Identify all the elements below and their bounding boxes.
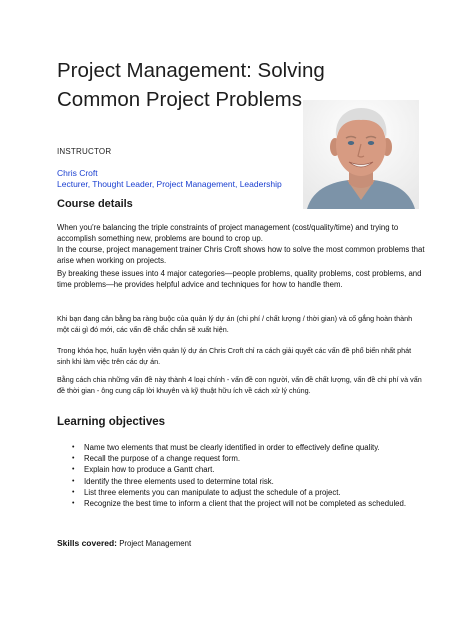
bullet-icon: • [72,500,75,508]
list-item [72,453,432,464]
objective-text: Name two elements that must be clearly identified in order to effectively define quality. [84,443,380,452]
bullet-icon: • [72,444,75,451]
instructor-portrait [303,100,419,209]
bullet-icon: • [72,477,75,485]
instructor-photo [303,100,419,209]
list-item [72,442,432,453]
skills-covered-value: Project Management [119,539,192,548]
objective-text: Recall the purpose of a change request form. [84,454,241,464]
objective-text: Explain how to produce a Gantt chart. [84,465,215,475]
list-item [72,476,432,487]
learning-objectives-list [72,442,432,509]
learning-objectives-heading: Learning objectives [57,416,166,428]
instructor-heading: INSTRUCTOR [57,147,112,156]
course-description-en-3: By breaking these issues into 4 major categories—people problems, quality problems, cost problems, and time problems—he provides helpful advice and techniques for how to handle them. [57,269,422,289]
instructor-name-link[interactable]: Chris Croft [57,168,98,178]
bullet-icon: • [72,466,75,474]
course-description-vi-2: Trong khóa học, huấn luyện viên quản lý dự án Chris Croft chỉ ra cách giải quyết các vấn đề phổ biến nhất phát sinh khi làm việc trên các dự án. [57,346,412,367]
list-item [72,464,432,475]
objective-text: Identify the three elements used to determine total risk. [84,476,274,486]
list-item [72,498,432,509]
objective-text: Recognize the best time to inform a client that the project will not be completed as scheduled. [84,499,407,509]
bullet-icon: • [72,455,75,463]
course-description-vi-1: Khi bạn đang cân bằng ba ràng buộc của quản lý dự án (chi phí / chất lượng / thời gian) và cố gắng hoàn thành một cái gì đó mới, các vấn đề chắc chắn sẽ xuất hiện. [57,314,413,335]
course-description-vi-3: Bằng cách chia những vấn đề này thành 4 loại chính - vấn đề con người, vấn đề chất lượng, vấn đề chi phí và vấn đề thời gian - ông cung cấp lời khuyên và kỹ thuật hữu ích về cách xử lý chúng. [57,375,422,396]
skills-covered-label: Skills covered: [57,538,118,548]
objective-text: List three elements you can manipulate to adjust the schedule of a project. [84,487,341,497]
course-title: Project Management: Solving Common Project Problems [57,59,325,111]
course-description-en-1: When you're balancing the triple constraints of project management (cost/quality/time) and trying to accomplish something new, problems are bound to crop up. [57,223,399,243]
skills-covered [57,538,191,548]
list-item [72,487,432,498]
course-details-heading: Course details [57,198,133,210]
instructor-tags-link[interactable]: Lecturer, Thought Leader, Project Management, Leadership [57,179,282,189]
course-description-en-2: In the course, project management trainer Chris Croft shows how to solve the most common problems that arise when working on projects. [57,245,425,265]
bullet-icon: • [72,488,75,496]
